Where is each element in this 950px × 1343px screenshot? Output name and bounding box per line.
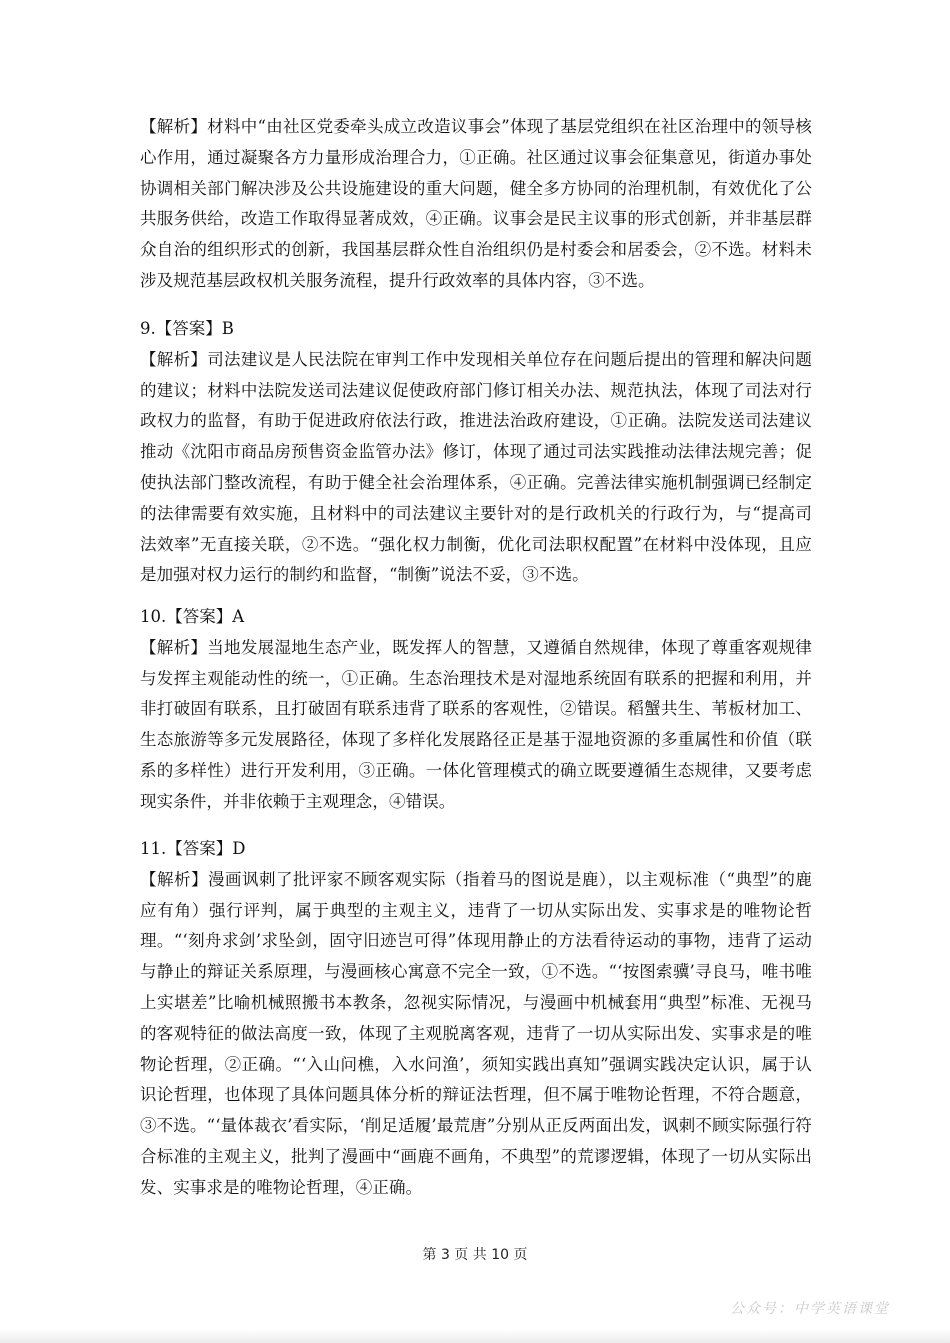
- q8-analysis: 【解析】材料中“由社区党委牵头成立改造议事会”体现了基层党组织在社区治理中的领导核心作用，通过凝聚各方力量形成治理合力，①正确。社区通过议事会征集意见，街道办事处协调相关部门解决涉及公共设施建设的重大问题，健全多方协同的治理机制，有效优化了公共服务供给，改造工作取得显著成效，④正确。议事会是民主议事的形式创新，并非基层群众自治的组织形式的创新，我国基层群众性自治组织仍是村委会和居委会，②不选。材料未涉及规范基层政权机关服务流程，提升行政效率的具体内容，③不选。: [140, 117, 812, 290]
- q9-section: [140, 314, 812, 591]
- page-number: 第 3 页 共 10 页: [422, 1247, 528, 1263]
- q11-section: [140, 834, 812, 1204]
- q10-answer: 10.【答案】A: [140, 607, 245, 626]
- scan-edge: [0, 1329, 950, 1343]
- q10-analysis: 【解析】当地发展湿地生态产业，既发挥人的智慧，又遵循自然规律，体现了尊重客观规律与发挥主观能动性的统一，①正确。生态治理技术是对湿地系统固有联系的把握和利用，并非打破固有联系，且打破固有联系违背了联系的客观性，②错误。稻蟹共生、苇板材加工、生态旅游等多元发展路径，体现了多样化发展路径正是基于湿地资源的多重属性和价值（联系的多样性）进行开发利用，③正确。一体化管理模式的确立既要遵循生态规律，又要考虑现实条件，并非依赖于主观理念，④错误。: [140, 637, 812, 811]
- q10-section: [140, 602, 812, 818]
- q9-analysis: 【解析】司法建议是人民法院在审判工作中发现相关单位存在问题后提出的管理和解决问题的建议；材料中法院发送司法建议促使政府部门修订相关办法、规范执法，体现了司法对行政权力的监督，有助于促进政府依法行政，推进法治政府建设，①正确。法院发送司法建议推动《沈阳市商品房预售资金监管办法》修订，体现了通过司法实践推动法律法规完善；促使执法部门整改流程，有助于健全社会治理体系，④正确。完善法律实施机制强调已经制定的法律需要有效实施，且材料中的司法建议主要针对的是行政机关的行政行为，与“提高司法效率”无直接关联，②不选。“强化权力制衡，优化司法职权配置”在材料中没体现，且应是加强对权力运行的制约和监督，“制衡”说法不妥，③不选。: [140, 349, 812, 585]
- q9-answer: 9.【答案】B: [140, 319, 234, 338]
- q11-analysis: 【解析】漫画讽刺了批评家不顾客观实际（指着马的图说是鹿），以主观标准（“典型”的鹿应有角）强行评判，属于典型的主观主义，违背了一切从实际出发、实事求是的唯物论哲理。“‘刻舟求剑’求坠剑，固守旧迹岂可得”体现用静止的方法看待运动的事物，违背了运动与静止的辩证关系原理，与漫画核心寓意不完全一致，①不选。“‘按图索骥’寻良马，唯书唯上实堪差”比喻机械照搬书本教条，忽视实际情况，与漫画中机械套用“典型”标准、无视马的客观特征的做法高度一致，体现了主观脱离客观，违背了一切从实际出发、实事求是的唯物论哲理，②正确。“‘入山问樵，入水问渔’，须知实践出真知”强调实践决定认识，属于认识论哲理，也体现了具体问题具体分析的辩证法哲理，但不属于唯物论哲理，不符合题意，③不选。“‘量体裁衣’看实际，‘削足适履’最荒唐”分别从正反两面出发，讽刺不顾实际强行符合标准的主观主义，批判了漫画中“画鹿不画角，不典型”的荒谬逻辑，体现了一切从实际出发、实事求是的唯物论哲理，④正确。: [140, 869, 812, 1197]
- q11-answer: 11.【答案】D: [140, 839, 246, 858]
- watermark: 公众号：中学英语课堂: [730, 1301, 890, 1317]
- q8-section: [140, 112, 812, 297]
